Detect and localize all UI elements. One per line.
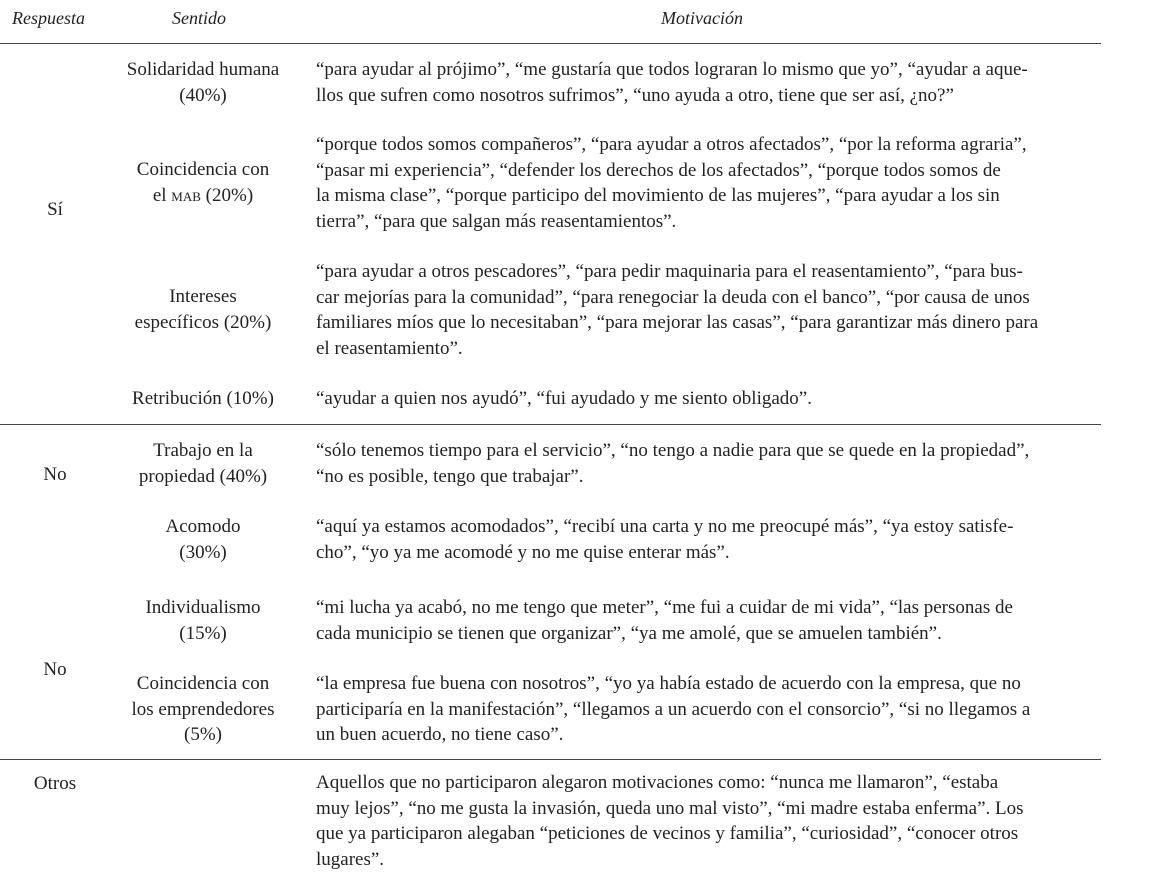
motivacion-coincidencia-mab: “porque todos somos compañeros”, “para ayudar a otros afectados”, “por la reforma agraria”, “pasar mi experiencia”, “defender los derechos de los afectados”, “porque todos somos de la misma clase”, “porque participo del movimiento de las mujeres”, “para ayudar a los sin tierra”, “para que salgan más reasentamientos”.	[316, 134, 1027, 232]
sentido-individualismo: Individualismo (15%)	[145, 597, 261, 644]
respuesta-otros: Otros	[33, 773, 77, 794]
motivacion-retribucion: “ayudar a quien nos ayudó”, “fui ayudado y me siento obligado”.	[316, 388, 812, 409]
header-rule	[0, 43, 1101, 44]
motivacion-intereses: “para ayudar a otros pescadores”, “para pedir maquinaria para el reasentamiento”, “para bus- car mejorías para la comunidad”, “para renegociar la deuda con el banco”, “por causa de unos familiares míos que lo necesitaban”, “para mejorar las casas”, “para garantizar más dinero para el reasentamiento”.	[316, 261, 1039, 359]
sentido-coincidencia-pct: (20%)	[205, 184, 254, 206]
sentido-coincidencia-label: Coincidencia con	[136, 159, 270, 180]
sentido-solidaridad: Solidaridad humana (40%)	[126, 59, 280, 106]
sentido-coincidencia-mab	[112, 157, 294, 208]
sentido-retribucion: Retribución (10%)	[132, 388, 274, 409]
motivacion-otros: Aquellos que no participaron alegaron motivaciones como: “nunca me llamaron”, “estaba muy lejos”, “no me gusta la invasión, queda uno mal visto”, “mi madre estaba enferma”. Los que ya participaron alegaban “peticiones de vecinos y familia”, “curiosidad”, “conocer otros lugares”.	[316, 772, 1024, 870]
motivacion-solidaridad: “para ayudar al prójimo”, “me gustaría que todos lograran lo mismo que yo”, “ayudar a aque- llos que sufren como nosotros sufrimos”, “uno ayuda a otro, tiene que ser así, ¿no?”	[316, 59, 1028, 106]
motivacion-trabajo: “sólo tenemos tiempo para el servicio”, “no tengo a nadie para que se quede en la propiedad”, “no es posible, tengo que trabajar”.	[316, 440, 1030, 487]
sentido-coincidencia-emprendedores: Coincidencia con los emprendedores (5%)	[131, 673, 275, 745]
motivacion-individualismo: “mi lucha ya acabó, no me tengo que meter”, “me fui a cuidar de mi vida”, “las personas de cada municipio se tienen que organizar”, “ya me amolé, que se amuelen también”.	[316, 597, 1013, 644]
sentido-trabajo: Trabajo en la propiedad (40%)	[138, 440, 268, 487]
group-rule-1	[0, 424, 1101, 425]
respuesta-no-second: No	[43, 659, 67, 680]
group-rule-2	[0, 759, 1101, 760]
sentido-coincidencia-mab-acronym: mab	[171, 184, 201, 206]
sentido-acomodo: Acomodo (30%)	[165, 516, 241, 563]
header-respuesta: Respuesta	[12, 8, 85, 28]
header-sentido: Sentido	[172, 8, 226, 28]
sentido-intereses: Intereses específicos (20%)	[134, 286, 272, 333]
respuesta-no: No	[43, 464, 67, 485]
motivacion-acomodo: “aquí ya estamos acomodados”, “recibí una carta y no me preocupé más”, “ya estoy satisfe- cho”, “yo ya me acomodé y no me quise enterar más”.	[316, 516, 1014, 563]
header-motivacion: Motivación	[661, 8, 743, 28]
respuesta-si: Sí	[47, 199, 63, 220]
motivacion-coincidencia-emprendedores: “la empresa fue buena con nosotros”, “yo ya había estado de acuerdo con la empresa, que no participaría en la manifestación”, “llegamos a un acuerdo con el consorcio”, “si no llegamos a un buen acuerdo, no tiene caso”.	[316, 673, 1031, 745]
sentido-coincidencia-el: el	[152, 184, 167, 206]
